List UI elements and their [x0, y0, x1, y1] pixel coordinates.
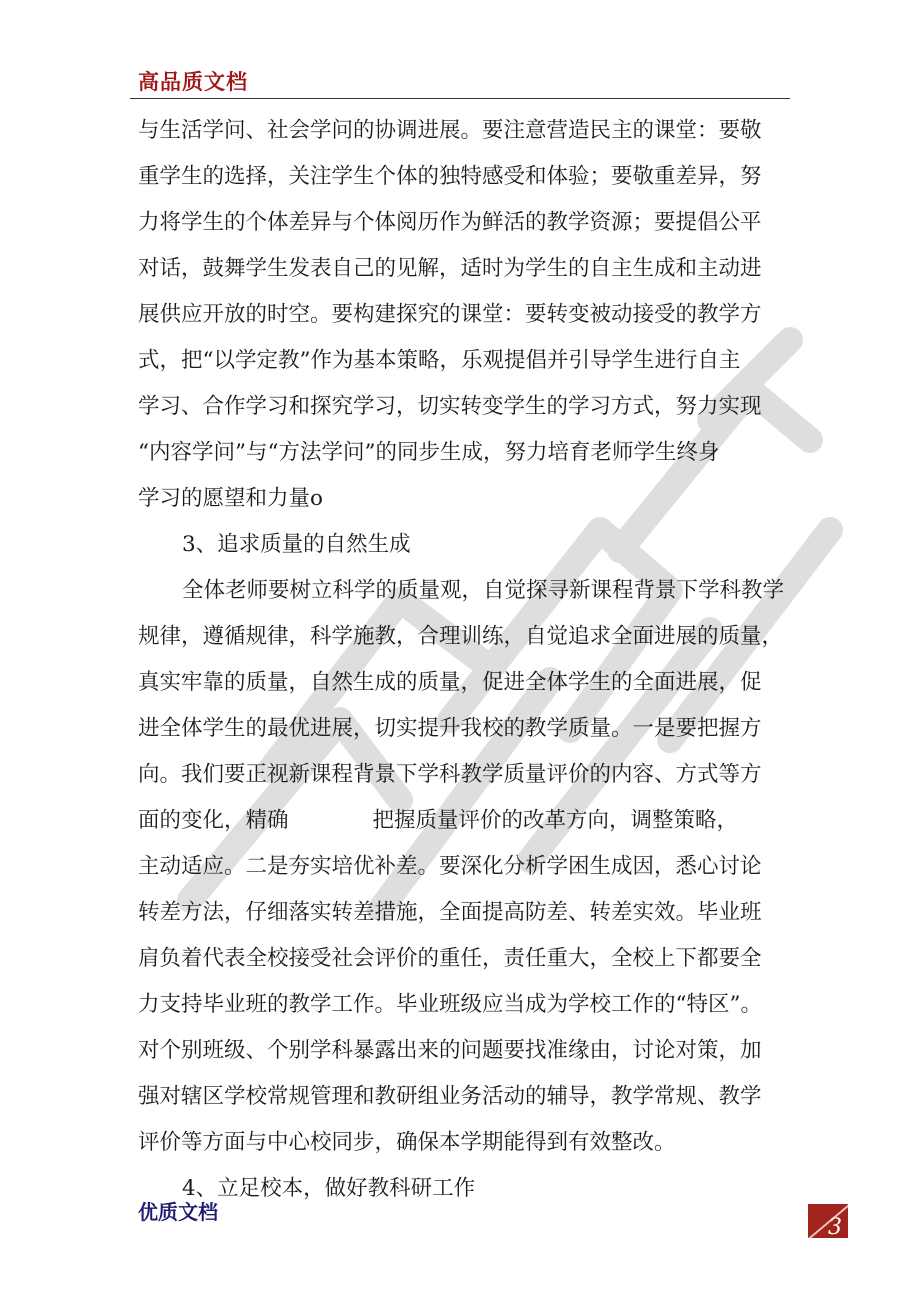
- body-line: 学习、合作学习和探究学习，切实转变学生的学习方式，努力实现: [138, 394, 762, 419]
- body-line: 式，把“以学定教”作为基本策略，乐观提倡并引导学生进行自主: [138, 348, 741, 373]
- body-line: 力支持毕业班的教学工作。毕业班级应当成为学校工作的“特区”。: [138, 992, 762, 1017]
- header-divider: [130, 98, 790, 99]
- footer-label: 优质文档: [138, 1200, 218, 1224]
- header-title: 高品质文档: [138, 70, 248, 94]
- body-line: 向。我们要正视新课程背景下学科教学质量评价的内容、方式等方: [138, 762, 762, 787]
- document-body: [138, 108, 798, 1212]
- body-line: 强对辖区学校常规管理和教研组业务活动的辅导，教学常规、教学: [138, 1084, 762, 1109]
- section-heading: 3、追求质量的自然生成: [182, 532, 411, 557]
- body-line: 与生活学问、社会学问的协调进展。要注意营造民主的课堂：要敬: [138, 118, 762, 143]
- body-line: 全体老师要树立科学的质量观，自觉探寻新课程背景下学科教学: [182, 578, 785, 603]
- body-line: 评价等方面与中心校同步，确保本学期能得到有效整改。: [138, 1130, 676, 1155]
- page-number: 3: [828, 1215, 842, 1238]
- page-number-badge: [808, 1204, 848, 1238]
- body-line: 肩负着代表全校接受社会评价的重任，责任重大，全校上下都要全: [138, 946, 762, 971]
- body-line: 学习的愿望和力量o: [138, 486, 323, 511]
- body-line: 转差方法，仔细落实转差措施，全面提高防差、转差实效。毕业班: [138, 900, 762, 925]
- body-line-part: 把握质量评价的改革方向，调整策略，: [372, 808, 739, 833]
- body-line: 进全体学生的最优进展，切实提升我校的教学质量。一是要把握方: [138, 716, 762, 741]
- body-line: 重学生的选择，关注学生个体的独特感受和体验；要敬重差异，努: [138, 164, 762, 189]
- section-heading: 4、立足校本，做好教科研工作: [182, 1176, 476, 1201]
- body-line-part: 面的变化，精确: [138, 808, 289, 833]
- body-line: 主动适应。二是夯实培优补差。要深化分析学困生成因，悉心讨论: [138, 854, 762, 879]
- body-line: 展供应开放的时空。要构建探究的课堂：要转变被动接受的教学方: [138, 302, 762, 327]
- body-line: “内容学问”与“方法学问”的同步生成，努力培育老师学生终身: [138, 440, 720, 465]
- body-line: 对个别班级、个别学科暴露出来的问题要找准缘由，讨论对策，加: [138, 1038, 762, 1063]
- body-line: 对话，鼓舞学生发表自己的见解，适时为学生的自主生成和主动进: [138, 256, 762, 281]
- body-line: 真实牢靠的质量，自然生成的质量，促进全体学生的全面进展，促: [138, 670, 762, 695]
- body-line: 规律，遵循规律，科学施教，合理训练，自觉追求全面进展的质量，: [138, 624, 784, 649]
- body-line: 力将学生的个体差异与个体阅历作为鲜活的教学资源；要提倡公平: [138, 210, 762, 235]
- body-line: [138, 798, 798, 844]
